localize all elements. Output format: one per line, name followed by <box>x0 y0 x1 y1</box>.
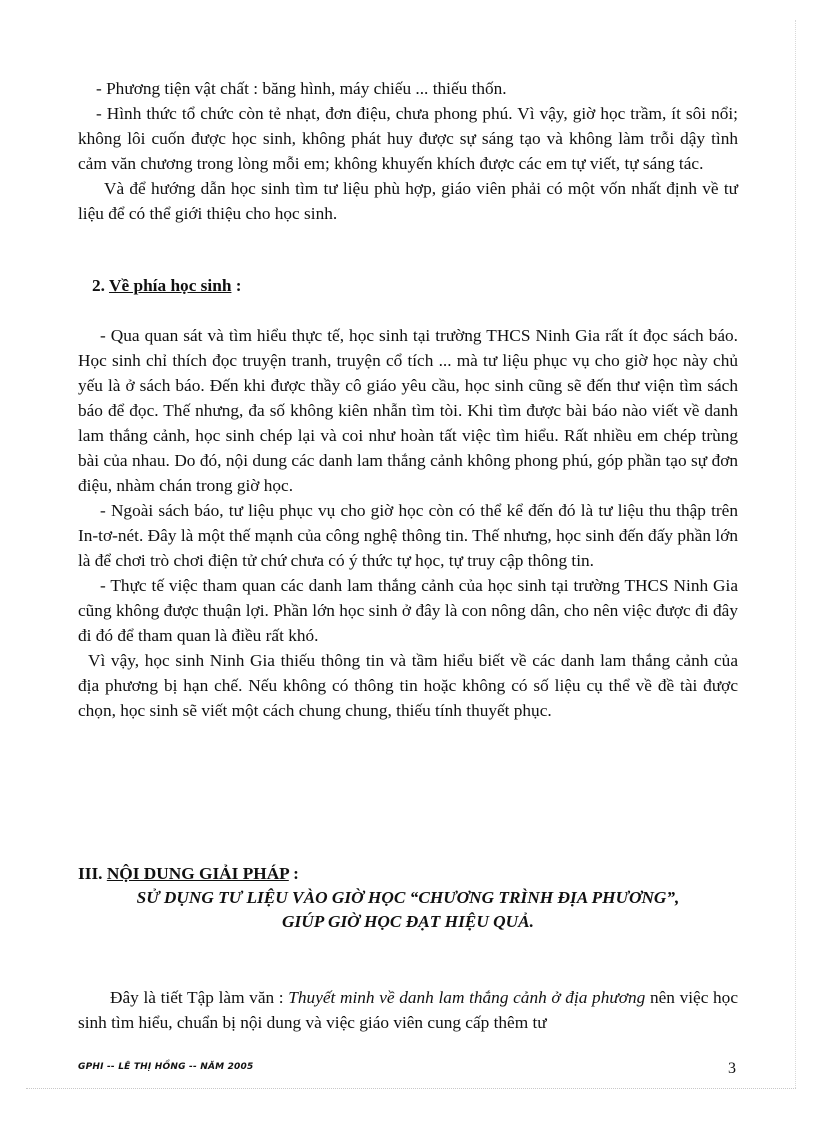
footer-divider <box>26 1088 796 1089</box>
footer-author: GPHI -- LÊ THỊ HỒNG -- NĂM 2005 <box>78 1062 254 1072</box>
lesson-lead: Đây là tiết Tập làm văn : <box>110 988 289 1007</box>
section-3-number: III. <box>78 864 103 883</box>
section-2-colon: : <box>231 276 242 295</box>
section-3-subtitle-line-2: GIÚP GIỜ HỌC ĐẠT HIỆU QUẢ. <box>282 912 534 931</box>
lesson-paragraph <box>78 985 738 1035</box>
lesson-rest: nên việc học sinh tìm hiểu, chuẩn bị nội dung và việc giáo viên cung cấp thêm tư <box>78 988 738 1032</box>
paragraph-conclusion: Vì vậy, học sinh Ninh Gia thiếu thông tin và tầm hiểu biết về các danh lam thắng cảnh của địa phương bị hạn chế. Nếu không có thông tin hoặc không có số liệu cụ thể về đề tài được chọn, học sinh sẽ viết một cách chung chung, thiếu tính thuyết phục. <box>78 651 738 720</box>
section-3-heading <box>78 861 299 886</box>
paragraph-equipment: - Phương tiện vật chất : băng hình, máy chiếu ... thiếu thốn. <box>96 79 507 98</box>
section-3-title: NỘI DUNG GIẢI PHÁP <box>106 864 289 883</box>
top-paragraphs <box>78 76 738 226</box>
section-2-title: Về phía học sinh <box>108 276 232 295</box>
paragraph-format: - Hình thức tổ chức còn tẻ nhạt, đơn điệu, chưa phong phú. Vì vậy, giờ học trầm, ít sôi nổi; không lôi cuốn được học sinh, không phát huy được sự sáng tạo và không làm trỗi dậy tình cảm văn chương trong lòng mỗi em; không khuyến khích được các em tự viết, tự sáng tác. <box>78 104 738 173</box>
student-paragraphs <box>78 323 738 723</box>
lesson-topic: Thuyết minh về danh lam thắng cảnh ở địa phương <box>288 988 646 1007</box>
page-number: 3 <box>728 1060 736 1077</box>
paragraph-teacher-guidance: Và để hướng dẫn học sinh tìm tư liệu phù hợp, giáo viên phải có một vốn nhất định về tư liệu để có thể giới thiệu cho học sinh. <box>78 179 738 223</box>
paragraph-internet: - Ngoài sách báo, tư liệu phục vụ cho giờ học còn có thể kể đến đó là tư liệu thu thập trên In-tơ-nét. Đây là một thế mạnh của công nghệ thông tin. Thế nhưng, học sinh đến đấy phần lớn là để chơi trò chơi điện tử chứ chưa có ý thức tự học, tự truy cập thông tin. <box>78 501 738 570</box>
section-3-colon: : <box>288 864 299 883</box>
section-2-number: 2. <box>92 276 105 295</box>
page-edge-divider <box>795 20 796 1088</box>
section-3-subtitle-line-1: SỬ DỤNG TƯ LIỆU VÀO GIỜ HỌC “CHƯƠNG TRÌNH ĐỊA PHƯƠNG”, <box>136 888 680 907</box>
paragraph-observation: - Qua quan sát và tìm hiểu thực tế, học sinh tại trường THCS Ninh Gia rất ít đọc sách báo. Học sinh chỉ thích đọc truyện tranh, truyện cổ tích ... mà tư liệu phục vụ cho giờ học này chủ yếu là ở sách báo. Đến khi được thầy cô giáo yêu cầu, học sinh cũng sẽ đến thư viện tìm sách báo để đọc. Thế nhưng, đa số không kiên nhẫn tìm tòi. Khi tìm được bài báo nào viết về danh lam thắng cảnh, học sinh chép lại và coi như hoàn tất việc tìm hiểu. Rất nhiều em chép trùng bài của nhau. Do đó, nội dung các danh lam thắng cảnh không phong phú, góp phần tạo sự đơn điệu, nhàm chán trong giờ học. <box>78 326 738 495</box>
paragraph-field-trips: - Thực tế việc tham quan các danh lam thắng cảnh của học sinh tại trường THCS Ninh Gia cũng không được thuận lợi. Phần lớn học sinh ở đây là con nông dân, cho nên việc được đi đây đi đó để tham quan là điều rất khó. <box>78 576 738 645</box>
section-2-heading <box>92 273 242 298</box>
paragraph-lesson <box>78 985 738 1035</box>
